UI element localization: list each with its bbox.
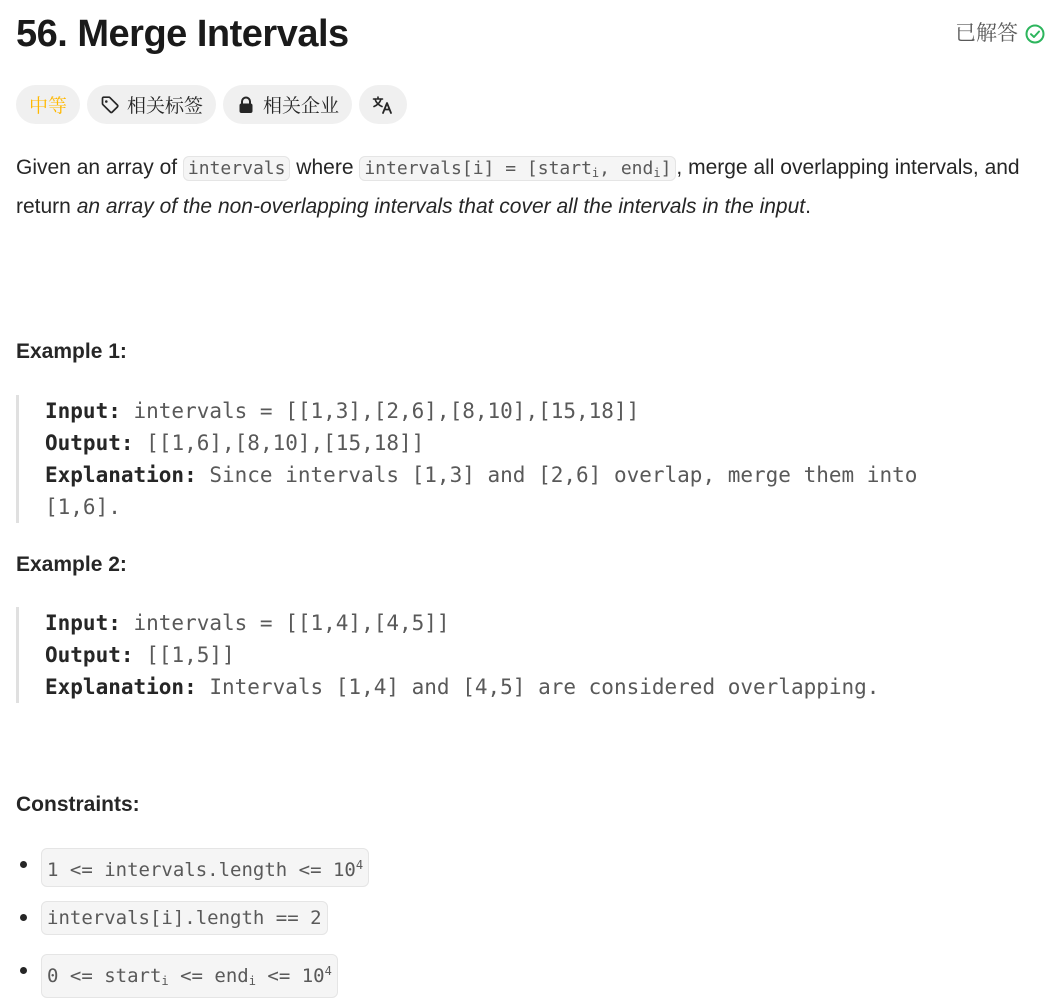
example-1-block (16, 395, 996, 523)
constraint-code: 0 <= start$_i$ <= $end_i <= 10^4$ (41, 954, 338, 998)
output-value: [[1,5]] (133, 643, 235, 667)
problem-description (16, 0, 1046, 1000)
output-label: Output: (45, 431, 134, 455)
bullet (20, 914, 27, 921)
lock-icon (236, 95, 256, 115)
tag-bar (16, 85, 407, 124)
statement-text: where (290, 156, 360, 179)
input-value: intervals = [[1,4],[4,5]] (120, 611, 450, 635)
output-value: [[1,6],[8,10],[15,18]] (133, 431, 425, 455)
problem-statement (16, 151, 1026, 223)
topics-tag-label: 相关标签 (127, 96, 204, 117)
title-row (16, 12, 1046, 56)
check-circle-icon (1024, 23, 1046, 45)
translate-button[interactable] (359, 85, 407, 124)
companies-tag-label: 相关企业 (263, 96, 340, 117)
output-label: Output: (45, 643, 134, 667)
explanation-label: Explanation: (45, 675, 197, 699)
solved-status-label: 已解答 (955, 22, 1018, 45)
example-2-title: Example 2: (16, 553, 127, 576)
solved-status (955, 20, 1046, 48)
tag-icon (100, 95, 120, 115)
problem-title[interactable]: 56. Merge Intervals (16, 13, 349, 55)
statement-text: , merge all overlapping intervals, and return (16, 156, 1020, 218)
companies-tag-button[interactable] (223, 85, 352, 124)
input-label: Input: (45, 611, 121, 635)
statement-emphasis: an array of the non-overlapping intervals that cover all the intervals in the input (76, 195, 806, 218)
input-label: Input: (45, 399, 121, 423)
difficulty-badge[interactable] (16, 85, 80, 124)
explanation-value: Since intervals [1,3] and [2,6] overlap, merge them into (196, 463, 918, 487)
example-1-title: Example 1: (16, 340, 127, 363)
bullet (20, 967, 27, 974)
example-2-block (16, 607, 996, 703)
constraints-title: Constraints: (16, 793, 140, 816)
translate-icon (372, 95, 394, 115)
explanation-continued: [1,6]. (45, 495, 121, 519)
explanation-value: Intervals [1,4] and [4,5] are considered overlapping. (196, 675, 880, 699)
bullet (20, 861, 27, 868)
difficulty-label: 中等 (29, 96, 68, 117)
constraint-code: 1 <= intervals.length <= $10^4$ (41, 848, 369, 887)
constraint-code: intervals[i].length == 2 (41, 901, 328, 935)
statement-text: Given an array of (16, 156, 183, 179)
explanation-label: Explanation: (45, 463, 197, 487)
input-value: intervals = [[1,3],[2,6],[8,10],[15,18]] (120, 399, 640, 423)
constraint-item (16, 954, 369, 1007)
constraint-item (16, 901, 369, 954)
constraints-list (16, 848, 369, 1007)
inline-code-interval-def: intervals[i] = [start$_i$, end$_i$] (359, 156, 676, 181)
constraint-item (16, 848, 369, 901)
statement-text: . (805, 195, 811, 218)
inline-code-intervals: intervals (183, 156, 291, 181)
topics-tag-button[interactable] (87, 85, 216, 124)
